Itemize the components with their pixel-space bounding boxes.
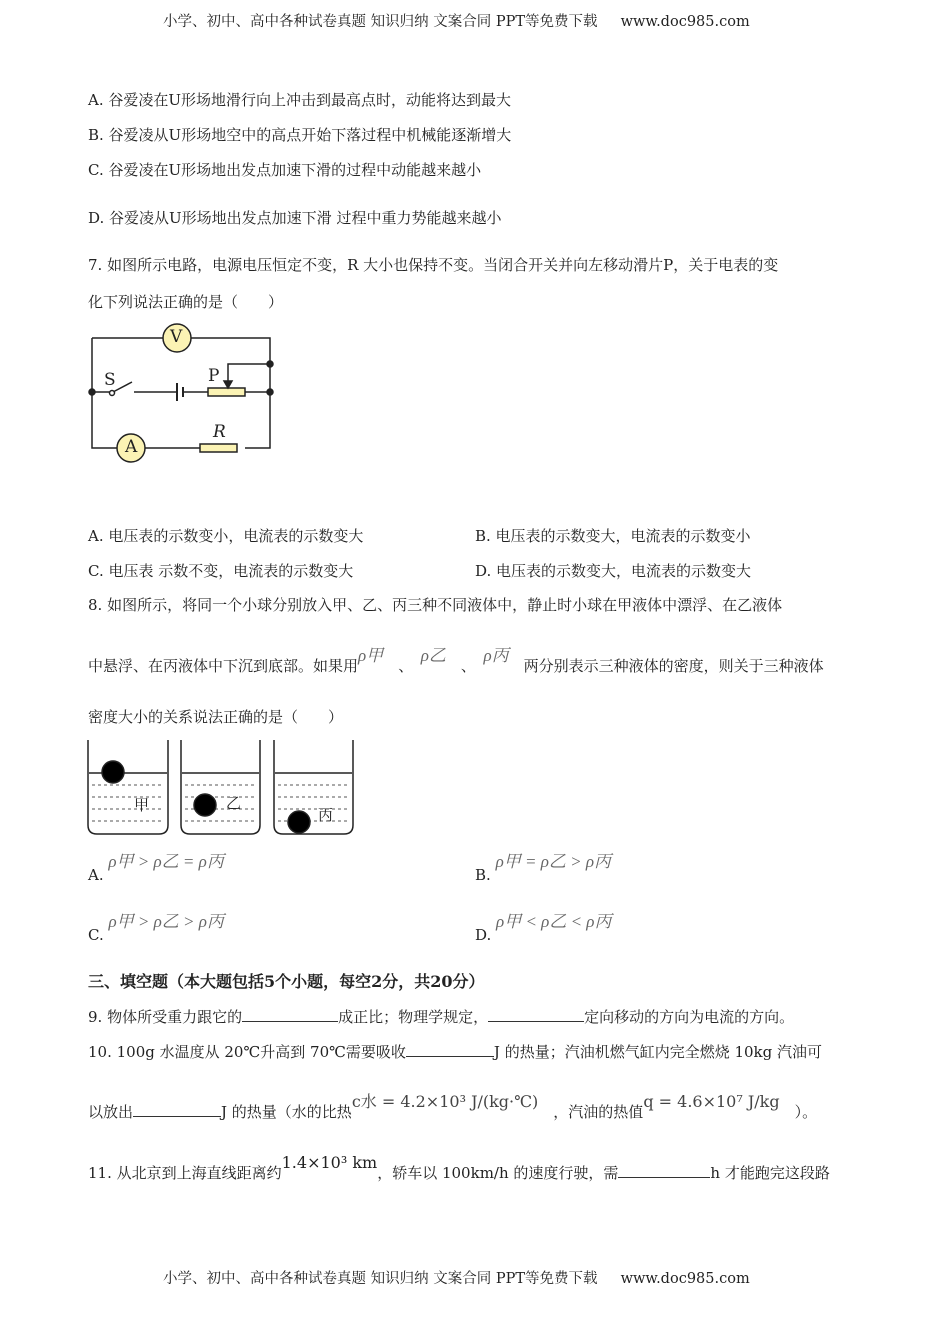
q9: 9. 物体所受重力跟它的 成正比；物理学规定， 定向移动的方向为电流的方向。 bbox=[88, 1008, 795, 1026]
page-footer bbox=[163, 1269, 750, 1289]
q6-option-c: C. 谷爱凌在U形场地出发点加速下滑的过程中动能越来越小 bbox=[88, 161, 482, 179]
slider-label: P bbox=[208, 366, 220, 386]
header-link[interactable]: www.doc985.com bbox=[620, 14, 750, 30]
section-heading: 三、填空题（本大题包括5个小题，每空2分，共20分） bbox=[88, 972, 485, 991]
q8-option-a: A. ρ甲 > ρ乙 = ρ丙 bbox=[88, 852, 224, 884]
q6-option-d: D. 谷爱凌从U形场地出发点加速下滑 过程中重力势能越来越小 bbox=[88, 209, 502, 227]
q7-option-b: B. 电压表的示数变大，电流表的示数变小 bbox=[475, 527, 751, 545]
q7-stem-line1: 7. 如图所示电路，电源电压恒定不变，R 大小也保持不变。当闭合开关并向左移动滑片P，关于电表的变 bbox=[88, 256, 779, 274]
q10-line2: 以放出 J 的热量（水的比热c水 = 4.2×10³ J/(kg·℃) ，汽油的热值q = 4.6×10⁷ J/kg ）。 bbox=[88, 1092, 818, 1121]
blank[interactable] bbox=[242, 1007, 338, 1022]
ball-bing bbox=[288, 811, 310, 833]
q8-option-d: D. ρ甲 < ρ乙 < ρ丙 bbox=[475, 912, 612, 944]
switch-label: S bbox=[104, 370, 116, 390]
beaker-label-yi: 乙 bbox=[226, 794, 242, 812]
resistor-r bbox=[200, 444, 237, 452]
q6-option-b: B. 谷爱凌从U形场地空中的高点开始下落过程中机械能逐渐增大 bbox=[88, 126, 512, 144]
q7-option-c: C. 电压表 示数不变，电流表的示数变大 bbox=[88, 562, 354, 580]
ammeter-label: A bbox=[125, 437, 138, 457]
blank[interactable] bbox=[488, 1007, 584, 1022]
ball-jia bbox=[102, 761, 124, 783]
q7-option-a: A. 电压表的示数变小，电流表的示数变大 bbox=[88, 527, 364, 545]
q8-option-b: B. ρ甲 = ρ乙 > ρ丙 bbox=[475, 852, 612, 884]
blank[interactable] bbox=[406, 1042, 494, 1057]
header-text: 小学、初中、高中各种试卷真题 知识归纳 文案合同 PPT等免费下载 bbox=[163, 14, 598, 30]
footer-link[interactable]: www.doc985.com bbox=[620, 1271, 750, 1287]
voltmeter-label: V bbox=[170, 327, 183, 347]
beaker-label-bing: 丙 bbox=[318, 806, 334, 824]
beaker-label-jia: 甲 bbox=[134, 796, 150, 814]
q6-option-a: A. 谷爱凌在U形场地滑行向上冲击到最高点时，动能将达到最大 bbox=[88, 91, 512, 109]
q8-option-c: C. ρ甲 > ρ乙 > ρ丙 bbox=[88, 912, 224, 944]
blank[interactable] bbox=[133, 1102, 221, 1117]
q7-stem-line2: 化下列说法正确的是（ ） bbox=[88, 293, 284, 311]
ball-yi bbox=[194, 794, 216, 816]
q11: 11. 从北京到上海直线距离约1.4×10³ km，轿车以 100km/h 的速度行驶，需 h 才能跑完这段路 bbox=[88, 1153, 830, 1182]
q8-stem-line2: 中悬浮、在丙液体中下沉到底部。如果用ρ甲 、 ρ乙 、 ρ丙 两分别表示三种液体的密度，则关于三种液体 bbox=[88, 646, 824, 675]
blank[interactable] bbox=[618, 1163, 710, 1178]
footer-text: 小学、初中、高中各种试卷真题 知识归纳 文案合同 PPT等免费下载 bbox=[163, 1271, 598, 1287]
beakers bbox=[88, 740, 353, 834]
q8-stem-line1: 8. 如图所示，将同一个小球分别放入甲、乙、丙三种不同液体中，静止时小球在甲液体中漂浮、在乙液体 bbox=[88, 596, 783, 614]
rheostat bbox=[208, 388, 245, 396]
q7-option-d: D. 电压表的示数变大，电流表的示数变大 bbox=[475, 562, 752, 580]
resistor-label: R bbox=[213, 422, 226, 442]
q8-stem-line3: 密度大小的关系说法正确的是（ ） bbox=[88, 708, 344, 726]
q10-line1: 10. 100g 水温度从 20℃升高到 70℃需要吸收 J 的热量；汽油机燃气缸内完全燃烧 10kg 汽油可 bbox=[88, 1043, 823, 1061]
